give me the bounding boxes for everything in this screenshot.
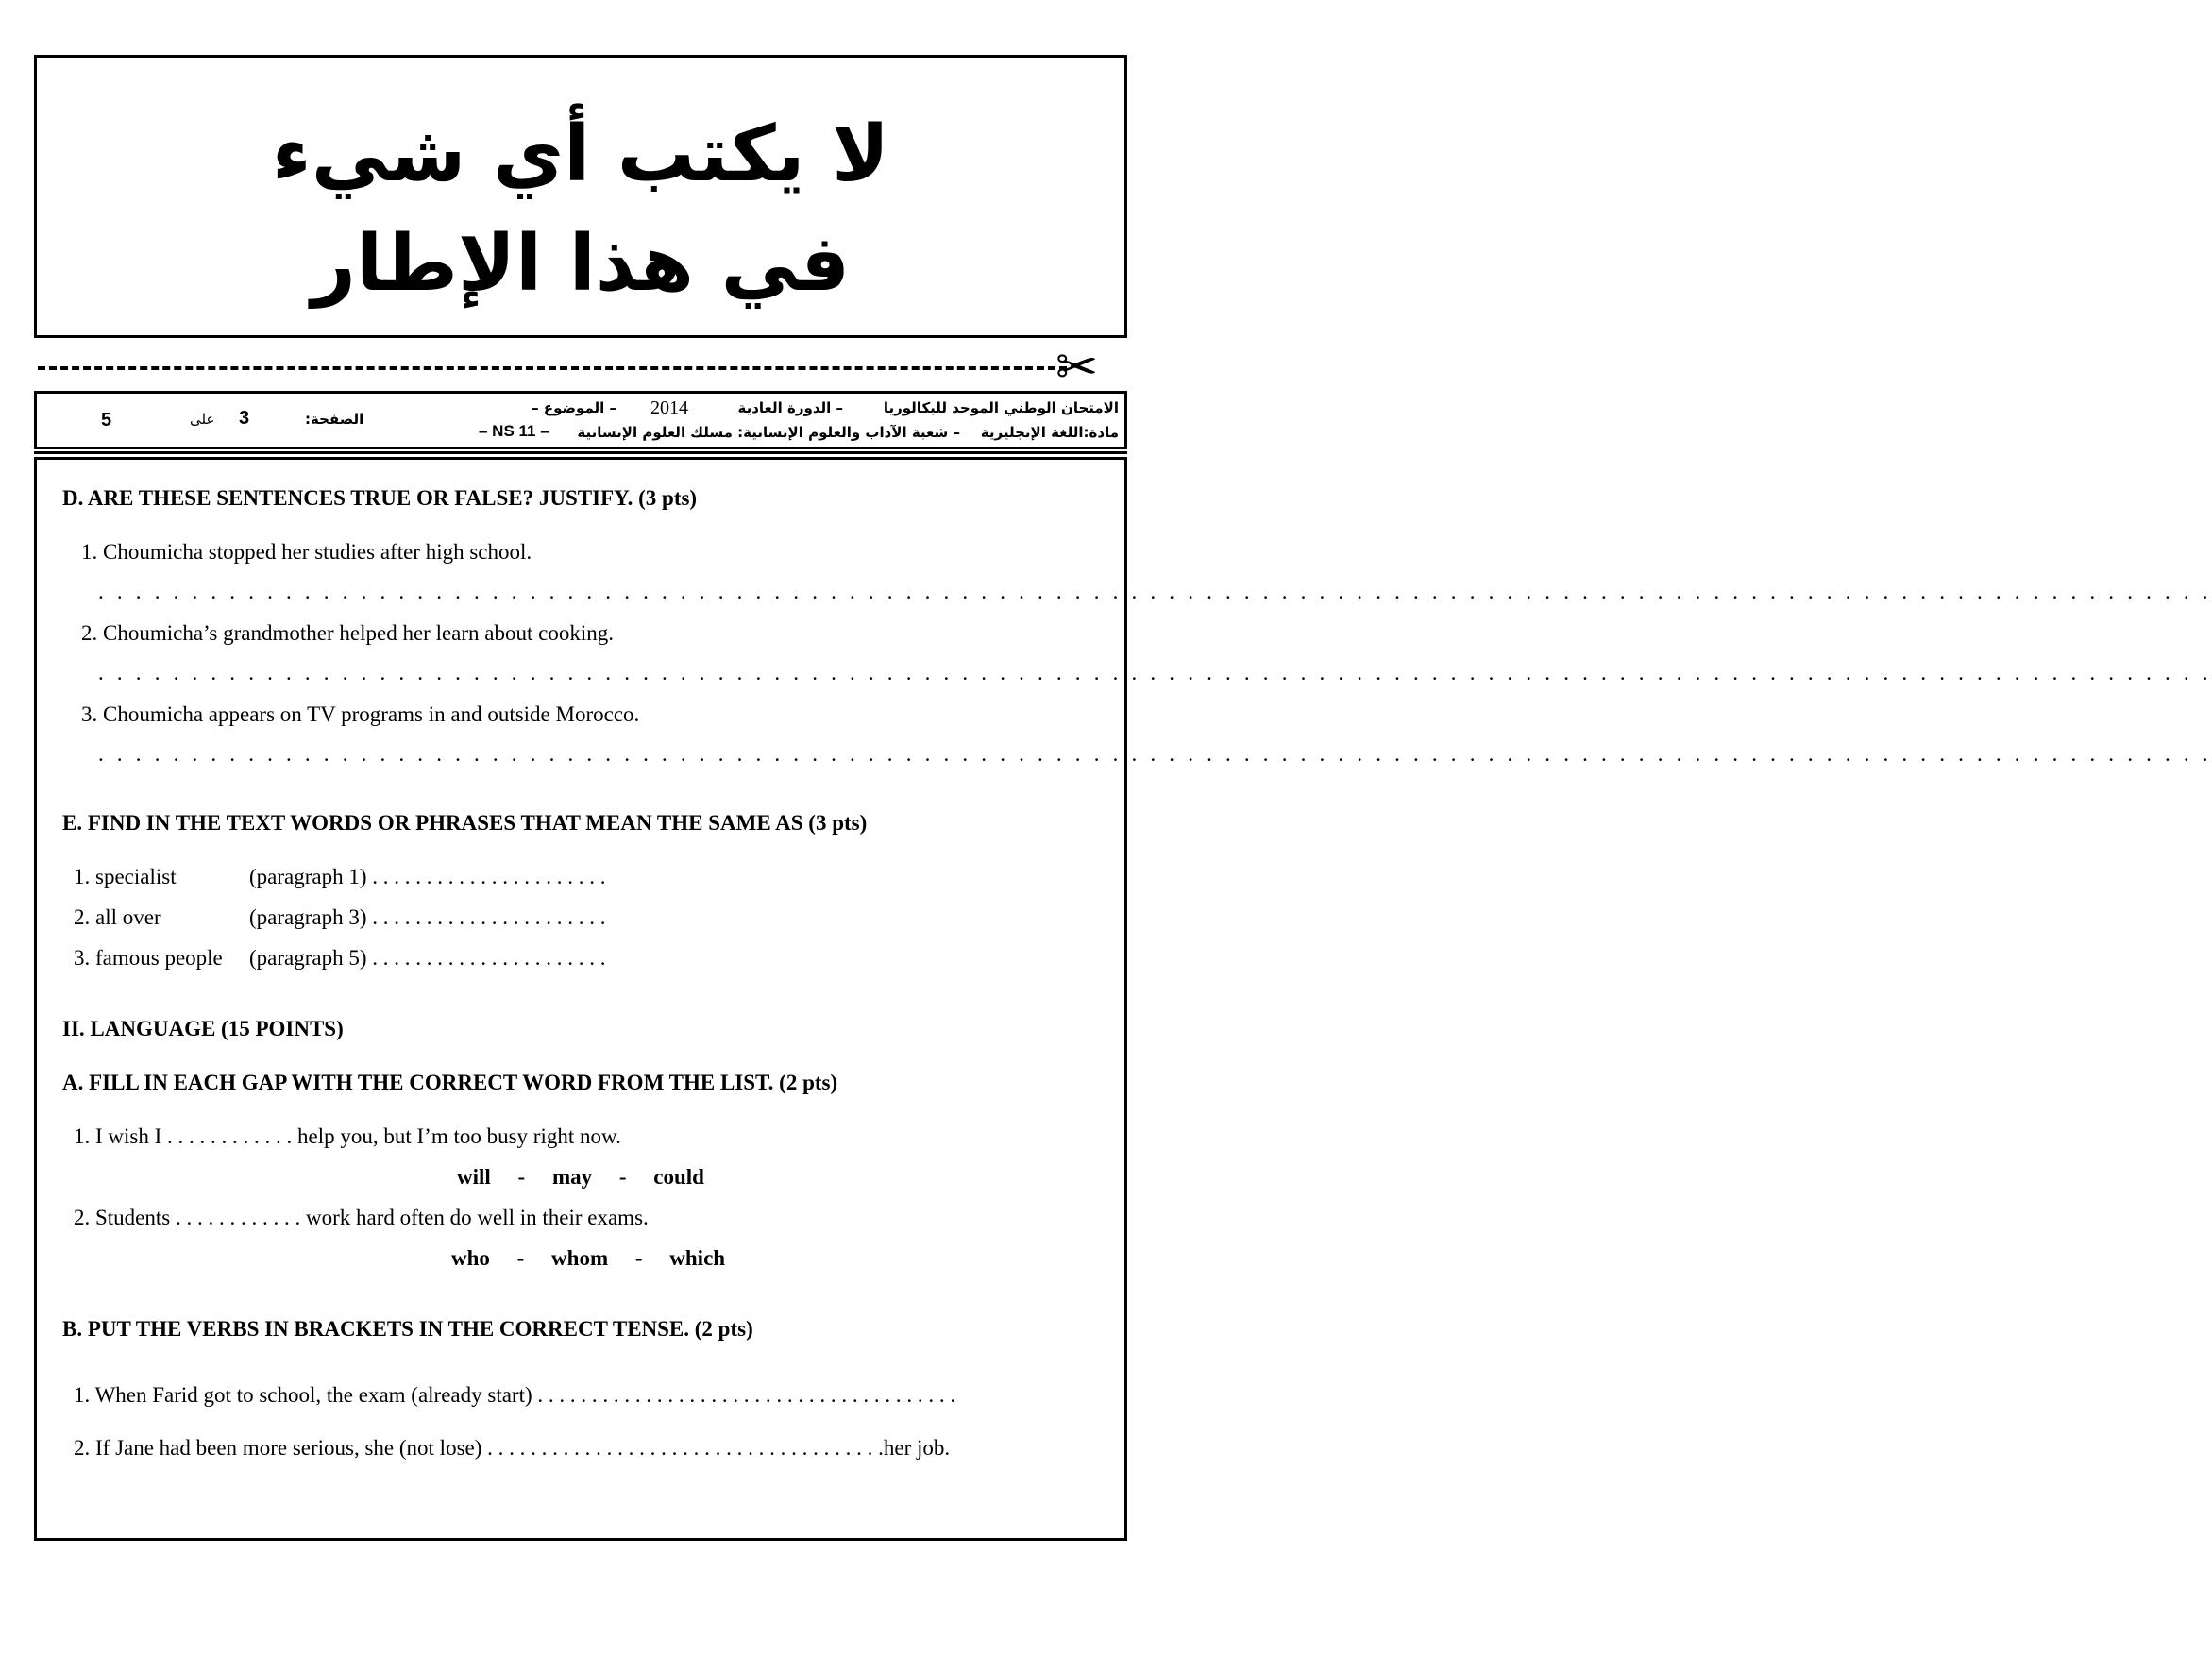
exam-year: 2014 [650,397,688,418]
section-b-heading: B. PUT THE VERBS IN BRACKETS IN THE CORRECT TENSE. (2 pts) [62,1317,753,1341]
section-e-word-3: 3. famous people [74,946,223,970]
section-b-question-1[interactable]: 1. When Farid got to school, the exam (already start) . . . . . . . . . . . . . . . . . . . . . . . . . . . . . . . . . . . . . . . [74,1383,956,1407]
answer-line-d1[interactable]: . . . . . . . . . . . . . . . . . . . . . . . . . . . . . . . . . . . . . . . . . . . . . . . . . . . . . . . . . . . . . . . . . . . . . . . . . . . . . . . . . . . . . . . . . . . . . . . . . . . . . . . . . . . . . . . . . [98,580,2212,603]
page-number: 3 [239,408,250,429]
section-e-ref-1[interactable]: (paragraph 1) . . . . . . . . . . . . . . . . . . . . . . [249,865,606,888]
section-d-item-2: 2. Choumicha’s grandmother helped her learn about cooking. [81,621,614,645]
section-b-question-2[interactable]: 2. If Jane had been more serious, she (not lose) . . . . . . . . . . . . . . . . . . . . . . . . . . . . . . . . . . . . .her job. [74,1436,951,1460]
section-e-heading: E. FIND IN THE TEXT WORDS OR PHRASES THAT MEAN THE SAME AS (3 pts) [62,811,868,835]
exam-stream: – شعبة الآداب والعلوم الإنسانية: مسلك العلوم الإنسانية [577,424,960,441]
exam-subject: مادة:اللغة الإنجليزية [980,424,1119,441]
scissors-icon: ✂ [1055,337,1099,397]
language-heading: II. LANGUAGE (15 POINTS) [62,1017,344,1040]
section-e-word-2: 2. all over [74,905,161,929]
answer-line-d3[interactable]: . . . . . . . . . . . . . . . . . . . . . . . . . . . . . . . . . . . . . . . . . . . . . . . . . . . . . . . . . . . . . . . . . . . . . . . . . . . . . . . . . . . . . . . . . . . . . . . . . . . . . . . . . . . . . . . . . [98,742,2212,766]
exam-header [34,391,1127,449]
section-d-heading: D. ARE THESE SENTENCES TRUE OR FALSE? JUSTIFY. (3 pts) [62,486,698,510]
section-a-options-2: who - whom - which [451,1246,726,1270]
section-d-item-3: 3. Choumicha appears on TV programs in and outside Morocco. [81,702,640,726]
cut-line [38,366,1067,370]
do-not-write-box [34,55,1127,338]
section-a-question-1[interactable]: 1. I wish I . . . . . . . . . . . . help you, but I’m too busy right now. [74,1124,621,1148]
page-total: 5 [101,410,112,431]
do-not-write-line-1: لا يكتب أي شيء [271,110,890,199]
of-label: على [190,411,215,428]
section-a-options-1: will - may - could [457,1165,704,1189]
section-a-heading: A. FILL IN EACH GAP WITH THE CORRECT WORD FROM THE LIST. (2 pts) [62,1071,838,1094]
exam-topic: – الموضوع – [532,399,616,416]
section-e-ref-3[interactable]: (paragraph 5) . . . . . . . . . . . . . . . . . . . . . . [249,946,606,970]
exam-name: الامتحان الوطني الموحد للبكالوريا [883,399,1119,416]
section-a-question-2[interactable]: 2. Students . . . . . . . . . . . . work hard often do well in their exams. [74,1206,649,1229]
section-d-item-1: 1. Choumicha stopped her studies after high school. [81,540,532,564]
answer-line-d2[interactable]: . . . . . . . . . . . . . . . . . . . . . . . . . . . . . . . . . . . . . . . . . . . . . . . . . . . . . . . . . . . . . . . . . . . . . . . . . . . . . . . . . . . . . . . . . . . . . . . . . . . . . . . . . . . . . . . . . [98,661,2212,684]
section-e-ref-2[interactable]: (paragraph 3) . . . . . . . . . . . . . . . . . . . . . . [249,905,606,929]
section-e-word-1: 1. specialist [74,865,177,888]
exam-session: – الدورة العادية [737,399,843,416]
header-divider [34,451,1127,454]
page-label: الصفحة: [305,411,364,428]
exam-code: – NS 11 – [479,422,549,440]
do-not-write-line-2: في هذا الإطار [311,219,851,309]
